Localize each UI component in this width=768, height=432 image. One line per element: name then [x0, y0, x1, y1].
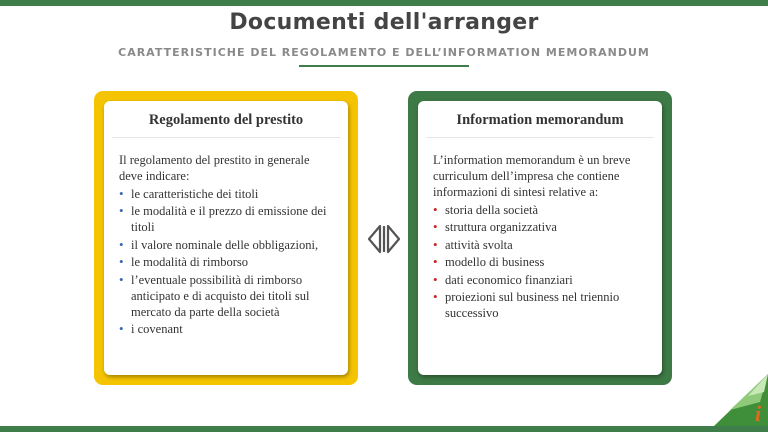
- double-arrow-left-right-icon: [366, 223, 402, 255]
- bullet-icon: •: [433, 271, 438, 287]
- regolamento-intro: Il regolamento del prestito in generale deve indicare:: [119, 153, 310, 183]
- bullet-icon: •: [119, 321, 124, 336]
- list-item-text: il valore nominale delle obbligazioni,: [131, 237, 319, 252]
- bullet-icon: •: [119, 185, 124, 201]
- information-memorandum-intro: L’information memorandum è un breve curriculum dell’impresa che contiene informazioni di sintesi relative a:: [433, 153, 631, 199]
- list-item: [433, 254, 650, 270]
- list-item: [433, 289, 650, 321]
- bullet-icon: •: [119, 236, 124, 252]
- list-item: [119, 186, 336, 202]
- bullet-icon: •: [433, 219, 438, 234]
- list-item-text: i covenant: [131, 322, 183, 336]
- list-item-text: attività svolta: [445, 237, 513, 252]
- top-bar: [0, 0, 768, 6]
- list-item: [433, 202, 650, 218]
- regolamento-list: [119, 186, 336, 338]
- information-memorandum-panel: [408, 91, 672, 385]
- list-item-text: modello di business: [445, 255, 545, 269]
- list-item-text: le modalità di rimborso: [131, 255, 248, 269]
- regolamento-card-title: Regolamento del prestito: [112, 109, 340, 138]
- list-item: [433, 237, 650, 253]
- page-subtitle: CARATTERISTICHE DEL REGOLAMENTO E DELL’INFORMATION MEMORANDUM: [118, 46, 650, 59]
- bottom-bar: [0, 426, 768, 432]
- bullet-icon: •: [119, 203, 124, 218]
- regolamento-panel: [94, 91, 358, 385]
- list-item-text: storia della società: [445, 202, 539, 217]
- bullet-icon: •: [119, 271, 124, 287]
- list-item: [433, 219, 650, 235]
- list-item-text: le caratteristiche dei titoli: [131, 186, 259, 201]
- list-item: [119, 321, 336, 337]
- bullet-icon: •: [433, 289, 438, 304]
- bullet-icon: •: [433, 254, 438, 269]
- list-item-text: dati economico finanziari: [445, 272, 573, 287]
- list-item-text: l’eventuale possibilità di rimborso anticipato e di acquisto dei titoli sul mercato da parte della società: [131, 272, 310, 319]
- list-item: [119, 237, 336, 253]
- bullet-icon: •: [433, 236, 438, 252]
- bullet-icon: •: [119, 254, 124, 269]
- information-memorandum-card-title: Information memorandum: [426, 109, 654, 138]
- list-item-text: struttura organizzativa: [445, 220, 557, 234]
- svg-text:i: i: [755, 401, 762, 426]
- list-item: [119, 272, 336, 320]
- list-item: [119, 254, 336, 270]
- page-curl-info-icon: [708, 374, 768, 426]
- information-memorandum-card: [418, 101, 662, 375]
- list-item: [433, 272, 650, 288]
- list-item-text: proiezioni sul business nel triennio successivo: [445, 290, 620, 320]
- list-item-text: le modalità e il prezzo di emissione dei titoli: [131, 204, 327, 234]
- information-memorandum-list: [433, 202, 650, 322]
- page-title: Documenti dell'arranger: [229, 10, 539, 35]
- list-item: [119, 203, 336, 235]
- subtitle-underline: [299, 65, 469, 67]
- regolamento-card: [104, 101, 348, 375]
- bullet-icon: •: [433, 201, 438, 217]
